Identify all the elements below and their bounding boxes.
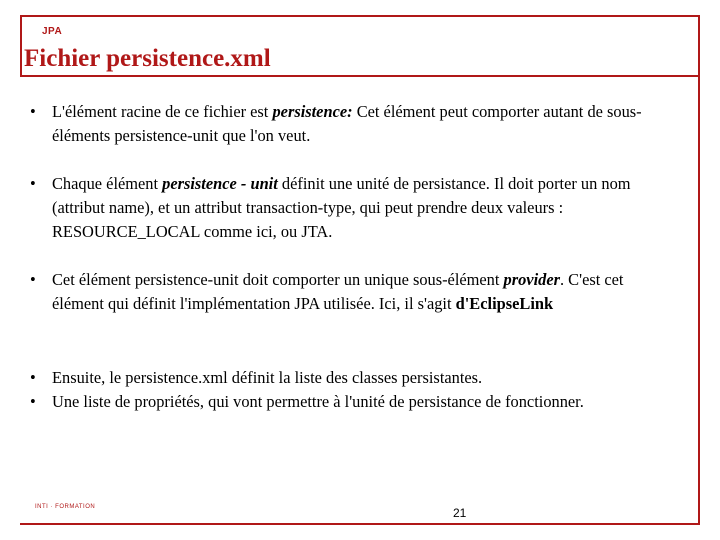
bullet-text — [30, 268, 670, 316]
frame-left-border — [20, 15, 22, 77]
frame-bottom-border — [20, 523, 700, 525]
bullet-item — [30, 172, 670, 244]
bullet-item — [30, 268, 670, 316]
bullet-text — [30, 100, 670, 148]
bullet-emphasis: persistence - unit — [162, 174, 278, 193]
bullet-text: Une liste de propriétés, qui vont permettre à l'unité de persistance de fonctionner. — [52, 392, 584, 411]
bullet-dot-icon: • — [30, 270, 36, 289]
bullet-dot-icon: • — [30, 392, 36, 411]
bullet-text — [30, 172, 670, 244]
title-underline — [20, 75, 700, 77]
bullet-dot-icon: • — [30, 102, 36, 121]
bullet-text-part: Cet élément peut comporter autant de sous-éléments persistence-unit que l'on veut. — [52, 102, 642, 145]
bullet-strong: d'EclipseLink — [455, 294, 554, 313]
bullet-emphasis: provider — [503, 270, 560, 289]
bullet-dot-icon: • — [30, 174, 36, 193]
bullet-text-part: définit une unité de persistance. Il doit porter un nom (attribut name), et un attribut transaction-type, qui peut prendre deux valeurs : RESOURCE_LOCAL comme ici, ou JTA. — [52, 174, 631, 241]
bullet-text-part: Cet élément persistence-unit doit comporter un unique sous-élément — [52, 270, 504, 289]
bullet-item — [30, 366, 670, 390]
bullet-dot-icon: • — [30, 368, 36, 387]
bullet-text: Ensuite, le persistence.xml définit la liste des classes persistantes. — [52, 368, 483, 387]
page-number: 21 — [453, 506, 467, 520]
footer-logo-text: INTI · FORMATION — [35, 504, 96, 510]
bullet-emphasis: persistence: — [272, 102, 353, 121]
header-label: JPA — [42, 26, 63, 37]
bullet-text-part: . C'est cet élément qui définit l'implémentation JPA utilisée. Ici, il s'agit — [52, 270, 624, 313]
page-title: Fichier persistence.xml — [24, 45, 271, 72]
frame-right-border — [698, 15, 700, 525]
bullet-item — [30, 390, 670, 414]
bullet-text-part: Chaque élément — [52, 174, 163, 193]
bullet-text-part: L'élément racine de ce fichier est — [52, 102, 273, 121]
frame-top-border — [20, 15, 700, 17]
bullet-item — [30, 100, 670, 148]
